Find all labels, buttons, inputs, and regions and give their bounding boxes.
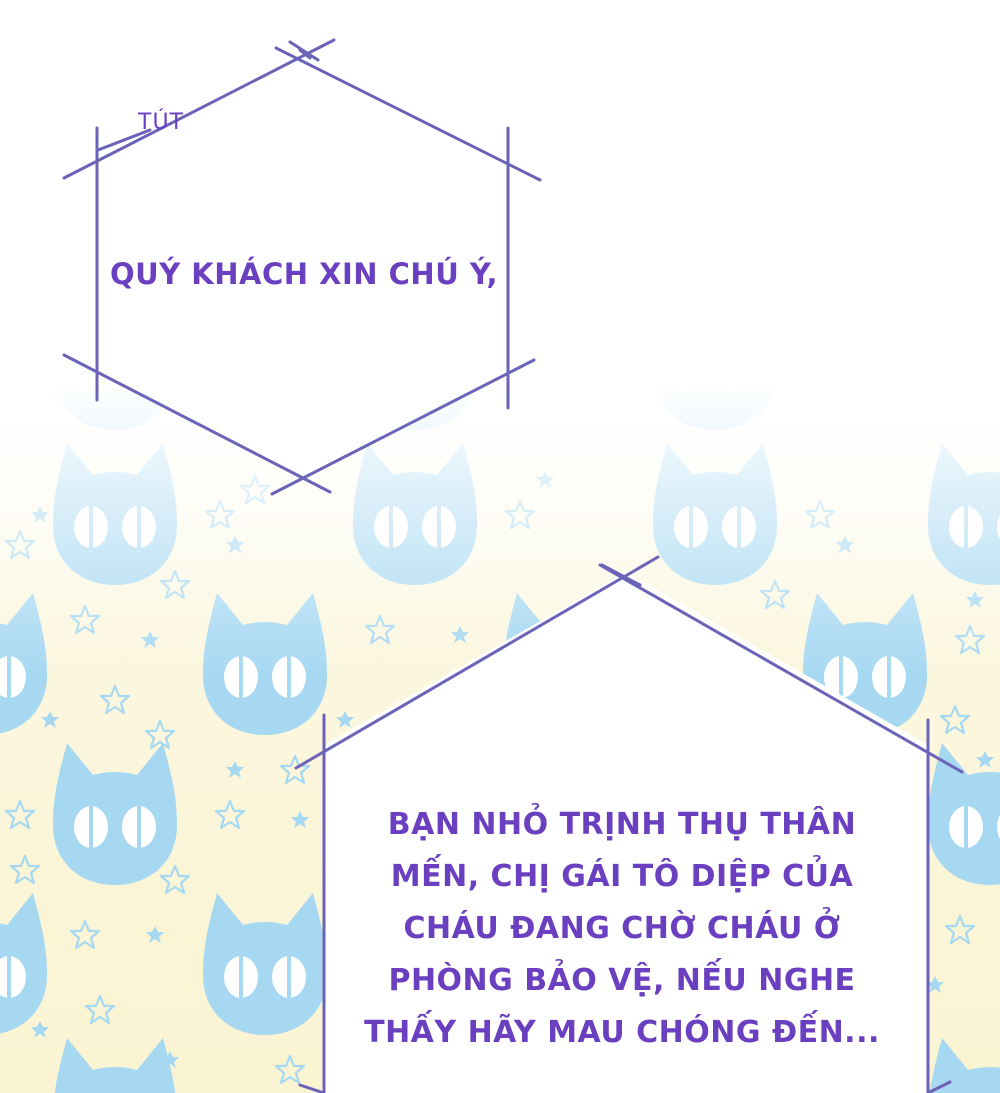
announcement-line: BẠN NHỎ TRỊNH THỤ THÂN <box>387 807 857 842</box>
announcement-line: THẤY HÃY MAU CHÓNG ĐẾN... <box>364 1015 880 1050</box>
sound-effect-text: TÚT <box>138 110 184 135</box>
announcement-line: MẾN, CHỊ GÁI TÔ DIỆP CỦA <box>390 859 854 894</box>
announcement-text-1: QUÝ KHÁCH XIN CHÚ Ý, <box>110 257 499 291</box>
announcement-line: CHÁU ĐANG CHỜ CHÁU Ở <box>403 911 841 946</box>
announcement-line: PHÒNG BẢO VỆ, NẾU NGHE <box>388 963 856 998</box>
